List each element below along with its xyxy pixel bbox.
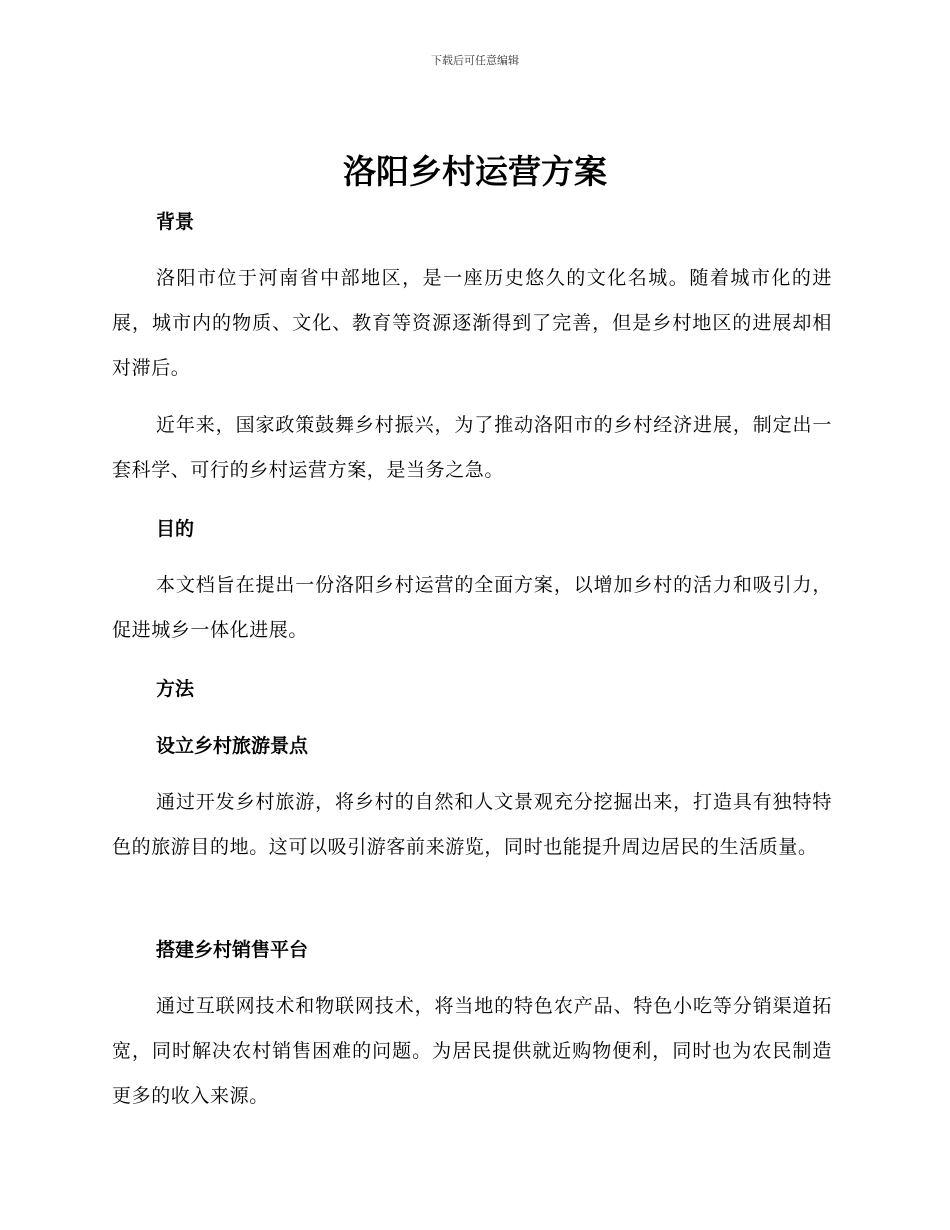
paragraph-background-2: 近年来，国家政策鼓舞乡村振兴，为了推动洛阳市的乡村经济进展，制定出一套科学、可行的乡村运营方案，是当务之急。: [112, 414, 832, 481]
paragraph-sales-platform: 通过互联网技术和物联网技术，将当地的特色农产品、特色小吃等分销渠道拓宽，同时解决农村销售困难的问题。为居民提供就近购物便利，同时也为农民制造更多的收入来源。: [112, 995, 832, 1107]
section-heading-background: 背景: [156, 211, 195, 233]
section-heading-purpose: 目的: [156, 518, 195, 540]
subheading-sales-platform: 搭建乡村销售平台: [156, 939, 309, 961]
document-title: 洛阳乡村运营方案: [343, 152, 607, 191]
subheading-rural-tourism: 设立乡村旅游景点: [156, 735, 309, 757]
section-heading-methods: 方法: [156, 678, 195, 700]
paragraph-purpose: 本文档旨在提出一份洛阳乡村运营的全面方案，以增加乡村的活力和吸引力，促进城乡一体化进展。: [112, 574, 832, 641]
header-note: 下载后可任意编辑: [431, 54, 519, 67]
paragraph-rural-tourism: 通过开发乡村旅游，将乡村的自然和人文景观充分挖掘出来，打造具有独特特色的旅游目的地。这可以吸引游客前来游览，同时也能提升周边居民的生活质量。: [112, 791, 832, 858]
paragraph-background-1: 洛阳市位于河南省中部地区，是一座历史悠久的文化名城。随着城市化的进展，城市内的物质、文化、教育等资源逐渐得到了完善，但是乡村地区的进展却相对滞后。: [112, 267, 832, 379]
